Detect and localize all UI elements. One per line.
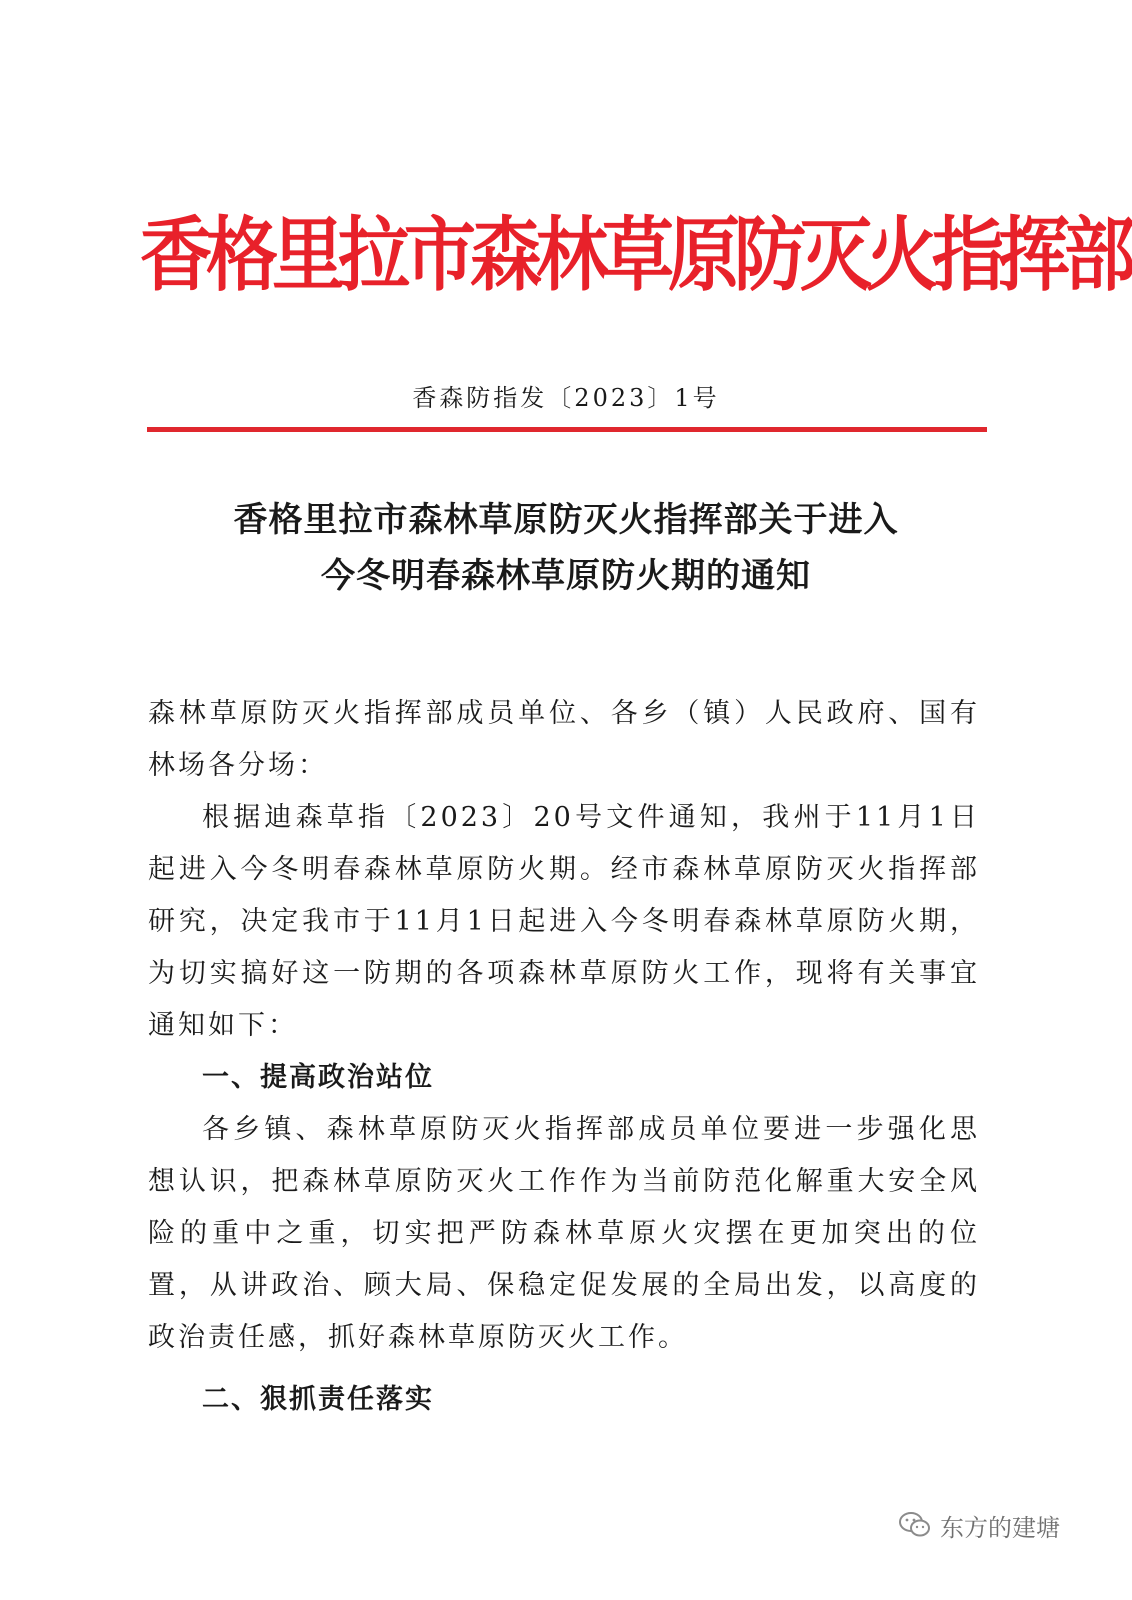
intro-paragraph: 根据迪森草指〔2023〕20号文件通知，我州于11月1日起进入今冬明春森林草原防火期。经市森林草原防灭火指挥部研究，决定我市于11月1日起进入今冬明春森林草原防火期，为切实搞好这一防期的各项森林草原防火工作，现将有关事宜通知如下： <box>148 802 980 1041</box>
document-number: 香森防指发〔2023〕1号 <box>412 384 720 412</box>
section-1-heading: 一、提高政治站位 <box>202 1062 434 1093</box>
notice-title-line-1: 香格里拉市森林草原防灭火指挥部关于进入 <box>233 500 899 540</box>
organization-header <box>140 200 1131 310</box>
watermark-text: 东方的建塘 <box>940 1513 1060 1542</box>
red-divider-line <box>147 427 987 432</box>
watermark <box>898 1505 1060 1545</box>
section-1-paragraph: 各乡镇、森林草原防灭火指挥部成员单位要进一步强化思想认识，把森林草原防灭火工作作为当前防范化解重大安全风险的重中之重，切实把严防森林草原火灾摆在更加突出的位置，从讲政治、顾大局、保稳定促发展的全局出发，以高度的政治责任感，抓好森林草原防灭火工作。 <box>148 1114 980 1353</box>
section-2-heading: 二、狠抓责任落实 <box>202 1384 434 1415</box>
notice-title-line-2: 今冬明春森林草原防火期的通知 <box>321 556 811 596</box>
organization-name: 香格里拉市森林草原防灭火指挥部 <box>140 207 1131 303</box>
notice-title <box>140 492 992 604</box>
addressee-paragraph: 森林草原防灭火指挥部成员单位、各乡（镇）人民政府、国有林场各分场： <box>148 698 980 781</box>
wechat-icon <box>898 1510 932 1540</box>
document-body <box>148 688 980 1426</box>
